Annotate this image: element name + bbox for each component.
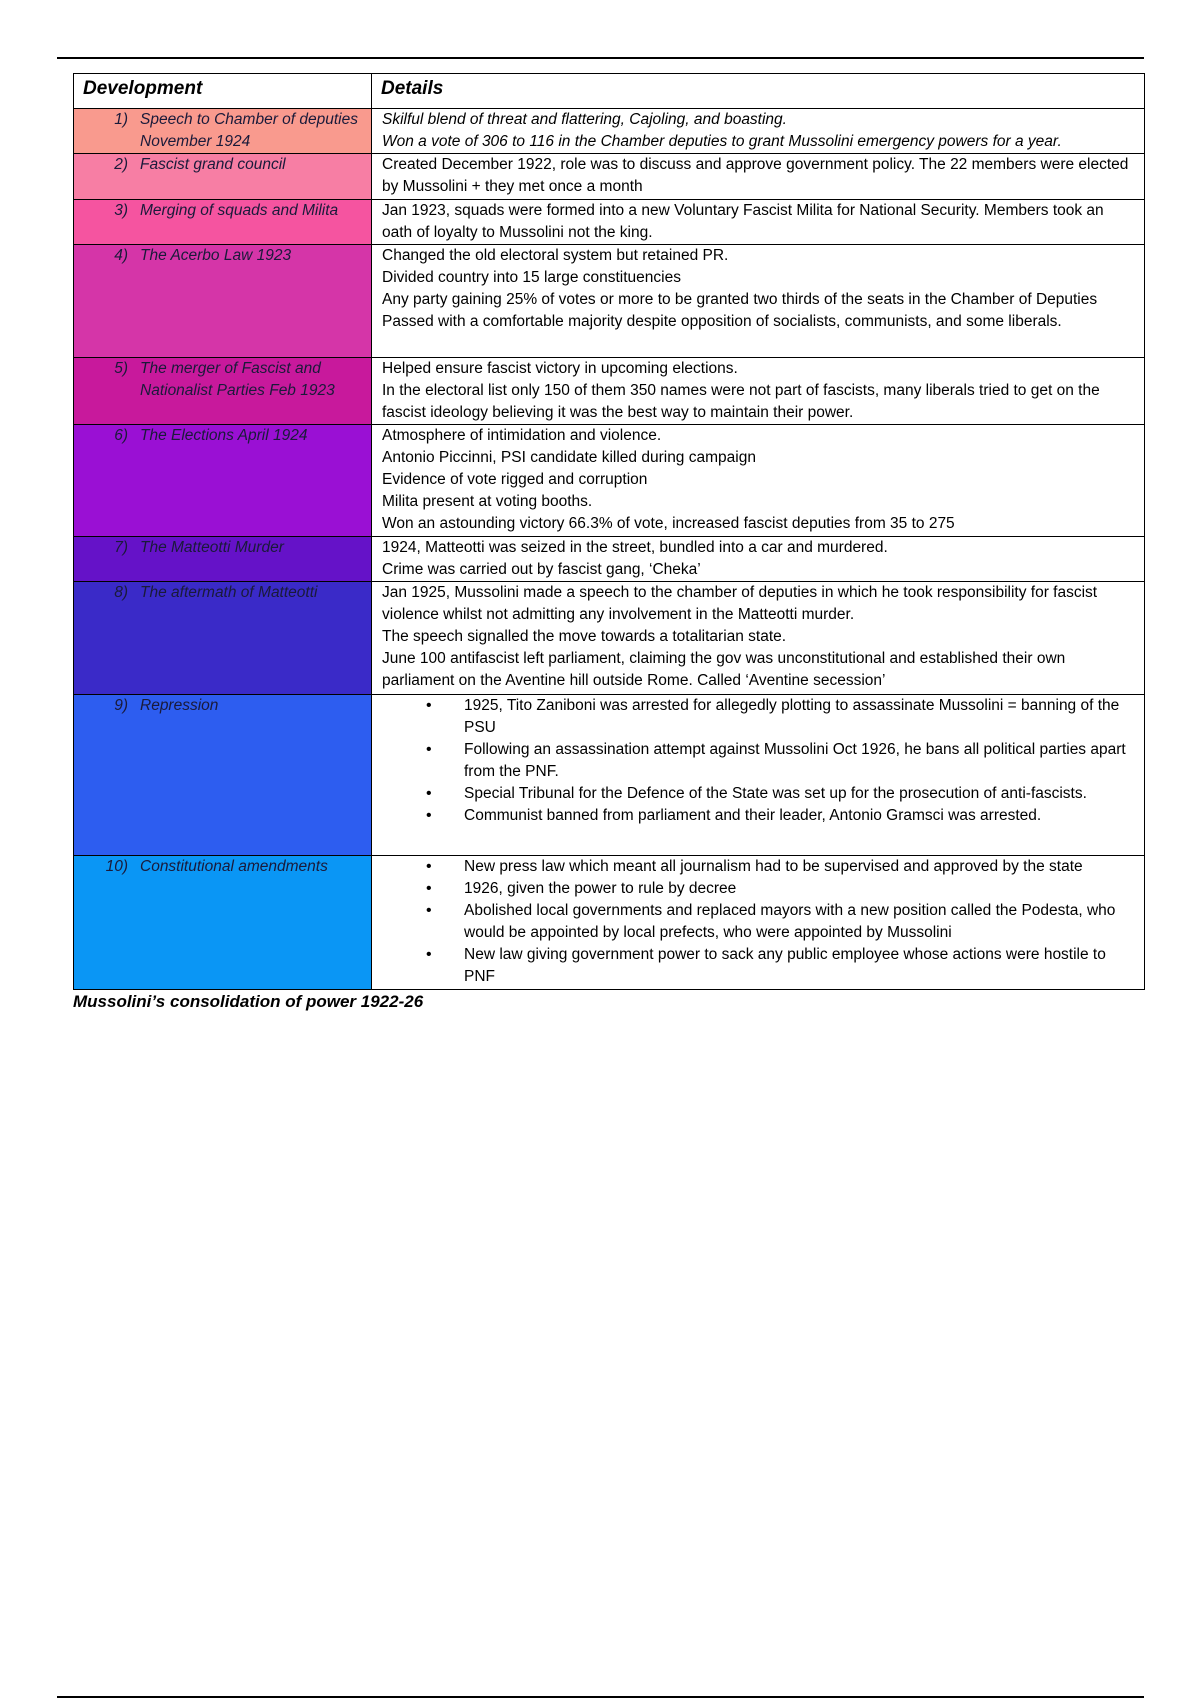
- detail-line: Evidence of vote rigged and corruption: [382, 471, 648, 488]
- detail-line: The speech signalled the move towards a totalitarian state.: [382, 628, 787, 645]
- detail-line: June 100 antifascist left parliament, claiming the gov was unconstitutional and established their own parliament on the Aventine hill outside Rome. Called ‘Aventine secession’: [382, 650, 1066, 689]
- row-number: 6): [114, 427, 128, 444]
- development-label: Merging of squads and Milita: [140, 202, 339, 219]
- development-cell: [74, 245, 372, 358]
- development-label: Speech to Chamber of deputies November 1924: [140, 111, 358, 150]
- bullet-list: [382, 856, 1138, 988]
- table-row: [74, 695, 1145, 856]
- detail-line: Divided country into 15 large constituencies: [382, 269, 681, 286]
- bullet-item: • New law giving government power to sack any public employee whose actions were hostile to PNF: [382, 944, 1138, 988]
- detail-line: Atmosphere of intimidation and violence.: [382, 427, 662, 444]
- development-cell: [74, 537, 372, 582]
- development-table: [73, 73, 1145, 990]
- detail-line: Skilful blend of threat and flattering, Cajoling, and boasting.: [382, 111, 787, 128]
- details-cell: [372, 245, 1145, 358]
- details-cell: [372, 695, 1145, 856]
- bullet-item: • Abolished local governments and replaced mayors with a new position called the Podesta, who would be appointed by local prefects, who were appointed by Mussolini: [382, 900, 1138, 944]
- details-cell: [372, 109, 1145, 154]
- table-row: [74, 537, 1145, 582]
- table-body: [74, 109, 1145, 990]
- detail-line: Changed the old electoral system but retained PR.: [382, 247, 729, 264]
- development-cell: [74, 358, 372, 425]
- bullet-item: • Communist banned from parliament and their leader, Antonio Gramsci was arrested.: [382, 805, 1138, 827]
- detail-line: In the electoral list only 150 of them 350 names were not part of fascists, many liberals tried to get on the fascist ideology believing it was the best way to maintain their power.: [382, 382, 1100, 421]
- bottom-rule: [57, 1696, 1144, 1698]
- development-label: The merger of Fascist and Nationalist Parties Feb 1923: [140, 360, 335, 399]
- development-label: The Elections April 1924: [140, 427, 308, 444]
- development-cell: [74, 582, 372, 695]
- bullet-item: • 1926, given the power to rule by decree: [382, 878, 1138, 900]
- development-cell: [74, 695, 372, 856]
- table-header-row: [74, 74, 1145, 109]
- table-row: [74, 245, 1145, 358]
- row-number: 4): [114, 247, 128, 264]
- details-cell: [372, 425, 1145, 537]
- development-label: The Matteotti Murder: [140, 539, 284, 556]
- development-label: The Acerbo Law 1923: [140, 247, 292, 264]
- details-cell: [372, 582, 1145, 695]
- detail-line: Helped ensure fascist victory in upcoming elections.: [382, 360, 738, 377]
- bullet-item: • Following an assassination attempt against Mussolini Oct 1926, he bans all political parties apart from the PNF.: [382, 739, 1138, 783]
- table-row: [74, 109, 1145, 154]
- details-cell: [372, 856, 1145, 990]
- detail-line: Passed with a comfortable majority despite opposition of socialists, communists, and some liberals.: [382, 313, 1062, 330]
- development-cell: [74, 154, 372, 200]
- bullet-item: • 1925, Tito Zaniboni was arrested for allegedly plotting to assassinate Mussolini = banning of the PSU: [382, 695, 1138, 739]
- table-row: [74, 358, 1145, 425]
- detail-line: Jan 1925, Mussolini made a speech to the chamber of deputies in which he took responsibility for fascist violence whilst not admitting any involvement in the Matteotti murder.: [382, 584, 1098, 623]
- detail-line: Won an astounding victory 66.3% of vote, increased fascist deputies from 35 to 275: [382, 515, 955, 532]
- table-row: [74, 154, 1145, 200]
- row-number: 1): [114, 111, 128, 128]
- details-cell: [372, 537, 1145, 582]
- development-cell: [74, 425, 372, 537]
- detail-line: Crime was carried out by fascist gang, ‘Cheka’: [382, 561, 701, 578]
- row-number: 10): [105, 858, 128, 875]
- detail-line: Milita present at voting booths.: [382, 493, 593, 510]
- top-rule: [57, 57, 1144, 59]
- detail-line: Antonio Piccinni, PSI candidate killed during campaign: [382, 449, 756, 466]
- development-label: Repression: [140, 697, 219, 714]
- detail-line: Created December 1922, role was to discuss and approve government policy. The 22 members were elected by Mussolini + they met once a month: [382, 156, 1129, 195]
- table-row: [74, 200, 1145, 245]
- detail-line: Jan 1923, squads were formed into a new Voluntary Fascist Milita for National Security. Members took an oath of loyalty to Mussolini not the king.: [382, 202, 1104, 241]
- development-cell: [74, 109, 372, 154]
- table-row: [74, 582, 1145, 695]
- table-row: [74, 425, 1145, 537]
- row-number: 2): [114, 156, 128, 173]
- details-cell: [372, 154, 1145, 200]
- row-number: 5): [114, 360, 128, 377]
- table-row: [74, 856, 1145, 990]
- row-number: 3): [114, 202, 128, 219]
- details-cell: [372, 358, 1145, 425]
- detail-line: Won a vote of 306 to 116 in the Chamber deputies to grant Mussolini emergency powers for a year.: [382, 133, 1062, 150]
- details-column-header: Details: [372, 74, 1145, 109]
- bullet-item: • New press law which meant all journalism had to be supervised and approved by the state: [382, 856, 1138, 878]
- details-cell: [372, 200, 1145, 245]
- table-caption: Mussolini’s consolidation of power 1922-26: [73, 992, 424, 1011]
- development-cell: [74, 200, 372, 245]
- development-cell: [74, 856, 372, 990]
- development-label: Fascist grand council: [140, 156, 286, 173]
- bullet-item: • Special Tribunal for the Defence of the State was set up for the prosecution of anti-fascists.: [382, 783, 1138, 805]
- development-label: Constitutional amendments: [140, 858, 328, 875]
- development-label: The aftermath of Matteotti: [140, 584, 318, 601]
- detail-line: Any party gaining 25% of votes or more to be granted two thirds of the seats in the Chamber of Deputies: [382, 291, 1098, 308]
- detail-line: 1924, Matteotti was seized in the street, bundled into a car and murdered.: [382, 539, 888, 556]
- row-number: 8): [114, 584, 128, 601]
- row-number: 7): [114, 539, 128, 556]
- bullet-list: [382, 695, 1138, 827]
- development-column-header: Development: [74, 74, 372, 109]
- row-number: 9): [114, 697, 128, 714]
